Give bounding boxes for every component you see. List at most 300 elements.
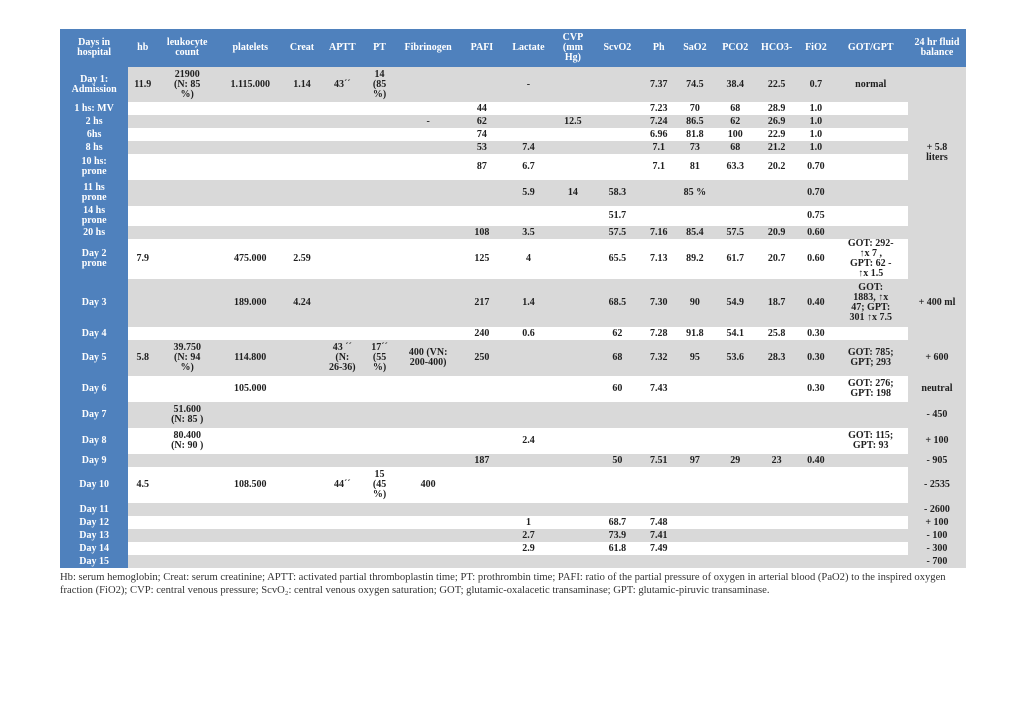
got-gpt-cell: normal: [833, 67, 907, 102]
creatinine-cell: [283, 180, 320, 206]
column-header: Creat: [283, 29, 320, 67]
row-header-day: Day 13: [60, 529, 128, 542]
hb-cell: [128, 102, 157, 115]
table-footnote: Hb: serum hemoglobin; Creat: serum creatinine; APTT: activated partial thromboplastin time; PT: prothrombin time; PAFI: ratio of the partial pressure of oxygen in arterial blood (PaO2) to the inspired oxygen fraction (FiO2); CVP: central venous pressure; ScvO₂: central venous oxygen saturation; GOT; glutamic-oxalacetic transaminase; GPT: glutamic-piruvic transaminase.: [60, 572, 946, 596]
fibrinogen-cell: [395, 239, 461, 279]
row-header-day: 2 hs: [60, 115, 128, 128]
ph-cell: [643, 503, 674, 516]
row-header-day: Day 8: [60, 428, 128, 454]
cvp-cell: [554, 102, 591, 115]
fibrinogen-cell: [395, 180, 461, 206]
pt-cell: [364, 239, 395, 279]
pco2-cell: 38.4: [716, 67, 755, 102]
fio2-cell: 0.30: [798, 327, 833, 340]
table-row: [60, 467, 966, 503]
leukocyte-cell: [157, 467, 217, 503]
hco3-cell: [755, 529, 798, 542]
leukocyte-cell: [157, 154, 217, 180]
pt-cell: [364, 180, 395, 206]
sao2-cell: [674, 428, 715, 454]
sao2-cell: [674, 206, 715, 226]
leukocyte-cell: [157, 555, 217, 568]
ph-cell: 7.32: [643, 340, 674, 376]
scvo2-cell: 68.7: [592, 516, 644, 529]
platelets-cell: 475.000: [217, 239, 283, 279]
scvo2-cell: [592, 467, 644, 503]
fluid-balance-cell: - 100: [908, 529, 966, 542]
hco3-cell: 26.9: [755, 115, 798, 128]
leukocyte-cell: [157, 128, 217, 141]
fibrinogen-cell: [395, 529, 461, 542]
scvo2-cell: [592, 128, 644, 141]
creatinine-cell: [283, 340, 320, 376]
pt-cell: [364, 279, 395, 327]
hb-cell: [128, 154, 157, 180]
leukocyte-cell: [157, 327, 217, 340]
creatinine-cell: [283, 154, 320, 180]
cvp-cell: [554, 376, 591, 402]
got-gpt-cell: [833, 529, 907, 542]
platelets-cell: 105.000: [217, 376, 283, 402]
pco2-cell: [716, 428, 755, 454]
table-row: [60, 454, 966, 467]
cvp-cell: [554, 503, 591, 516]
fio2-cell: 1.0: [798, 102, 833, 115]
lactate-cell: 1: [503, 516, 555, 529]
hco3-cell: 20.9: [755, 226, 798, 239]
ph-cell: 7.51: [643, 454, 674, 467]
got-gpt-cell: [833, 206, 907, 226]
fio2-cell: [798, 529, 833, 542]
creatinine-cell: [283, 402, 320, 428]
pafi-cell: [461, 402, 502, 428]
sao2-cell: [674, 503, 715, 516]
fio2-cell: 1.0: [798, 141, 833, 154]
platelets-cell: [217, 206, 283, 226]
pco2-cell: 68: [716, 141, 755, 154]
pt-cell: [364, 128, 395, 141]
hco3-cell: 22.9: [755, 128, 798, 141]
pafi-cell: 240: [461, 327, 502, 340]
pco2-cell: 54.9: [716, 279, 755, 327]
table-row: [60, 376, 966, 402]
got-gpt-cell: GOT: 785; GPT; 293: [833, 340, 907, 376]
got-gpt-cell: [833, 128, 907, 141]
table-row: [60, 279, 966, 327]
got-gpt-cell: [833, 402, 907, 428]
got-gpt-cell: [833, 141, 907, 154]
hb-cell: [128, 503, 157, 516]
platelets-cell: [217, 226, 283, 239]
hb-cell: [128, 180, 157, 206]
table-row: [60, 340, 966, 376]
scvo2-cell: [592, 503, 644, 516]
pafi-cell: [461, 67, 502, 102]
got-gpt-cell: [833, 454, 907, 467]
ph-cell: [643, 206, 674, 226]
creatinine-cell: [283, 516, 320, 529]
got-gpt-cell: [833, 467, 907, 503]
column-header: PAFI: [461, 29, 502, 67]
hb-cell: [128, 206, 157, 226]
leukocyte-cell: [157, 180, 217, 206]
got-gpt-cell: [833, 102, 907, 115]
pt-cell: 14 (85 %): [364, 67, 395, 102]
pafi-cell: [461, 180, 502, 206]
fio2-cell: [798, 503, 833, 516]
fio2-cell: 1.0: [798, 115, 833, 128]
row-header-day: Day 1: Admission: [60, 67, 128, 102]
leukocyte-cell: [157, 206, 217, 226]
pt-cell: [364, 454, 395, 467]
ph-cell: 7.13: [643, 239, 674, 279]
platelets-cell: [217, 128, 283, 141]
hb-cell: [128, 128, 157, 141]
column-header: PCO2: [716, 29, 755, 67]
lactate-cell: 0.6: [503, 327, 555, 340]
row-header-day: Day 7: [60, 402, 128, 428]
pafi-cell: 125: [461, 239, 502, 279]
creatinine-cell: 2.59: [283, 239, 320, 279]
pco2-cell: 53.6: [716, 340, 755, 376]
pco2-cell: [716, 376, 755, 402]
table-row: [60, 529, 966, 542]
pco2-cell: 100: [716, 128, 755, 141]
platelets-cell: [217, 503, 283, 516]
got-gpt-cell: [833, 154, 907, 180]
table-row: [60, 239, 966, 279]
fibrinogen-cell: [395, 555, 461, 568]
row-header-day: 6hs: [60, 128, 128, 141]
aptt-cell: [321, 239, 364, 279]
row-header-day: Day 3: [60, 279, 128, 327]
platelets-cell: [217, 428, 283, 454]
hb-cell: [128, 454, 157, 467]
platelets-cell: [217, 454, 283, 467]
table-row: [60, 102, 966, 115]
fluid-balance-cell: - 905: [908, 454, 966, 467]
fluid-balance-cell: + 100: [908, 516, 966, 529]
cvp-cell: [554, 327, 591, 340]
row-header-day: 8 hs: [60, 141, 128, 154]
creatinine-cell: [283, 115, 320, 128]
scvo2-cell: 73.9: [592, 529, 644, 542]
platelets-cell: [217, 180, 283, 206]
column-header: FiO2: [798, 29, 833, 67]
lactate-cell: 2.4: [503, 428, 555, 454]
ph-cell: 7.41: [643, 529, 674, 542]
hb-cell: 4.5: [128, 467, 157, 503]
platelets-cell: [217, 154, 283, 180]
row-header-day: Day 14: [60, 542, 128, 555]
fio2-cell: 0.40: [798, 279, 833, 327]
row-header-day: Day 10: [60, 467, 128, 503]
leukocyte-cell: 51.600 (N: 85 ): [157, 402, 217, 428]
column-header: Lactate: [503, 29, 555, 67]
ph-cell: 7.30: [643, 279, 674, 327]
pt-cell: [364, 555, 395, 568]
hb-cell: [128, 327, 157, 340]
cvp-cell: [554, 402, 591, 428]
fibrinogen-cell: [395, 102, 461, 115]
fibrinogen-cell: [395, 279, 461, 327]
hb-cell: [128, 226, 157, 239]
hco3-cell: 25.8: [755, 327, 798, 340]
hco3-cell: [755, 428, 798, 454]
pafi-cell: 217: [461, 279, 502, 327]
lactate-cell: [503, 555, 555, 568]
fio2-cell: [798, 542, 833, 555]
ph-cell: [643, 402, 674, 428]
fibrinogen-cell: [395, 226, 461, 239]
fio2-cell: 0.30: [798, 340, 833, 376]
aptt-cell: 44´´: [321, 467, 364, 503]
table-row: [60, 542, 966, 555]
fluid-balance-cell: - 700: [908, 555, 966, 568]
row-header-day: Day 6: [60, 376, 128, 402]
ph-cell: [643, 428, 674, 454]
scvo2-cell: 68: [592, 340, 644, 376]
got-gpt-cell: [833, 516, 907, 529]
clinical-data-table: [60, 29, 966, 568]
hco3-cell: [755, 542, 798, 555]
sao2-cell: [674, 376, 715, 402]
pafi-cell: [461, 376, 502, 402]
hco3-cell: 23: [755, 454, 798, 467]
fluid-balance-cell: + 5.8 liters: [908, 67, 966, 239]
fibrinogen-cell: [395, 542, 461, 555]
pafi-cell: 62: [461, 115, 502, 128]
sao2-cell: 91.8: [674, 327, 715, 340]
column-header: PT: [364, 29, 395, 67]
ph-cell: 6.96: [643, 128, 674, 141]
fio2-cell: [798, 428, 833, 454]
pco2-cell: [716, 503, 755, 516]
hco3-cell: [755, 555, 798, 568]
hb-cell: 7.9: [128, 239, 157, 279]
cvp-cell: [554, 428, 591, 454]
cvp-cell: [554, 141, 591, 154]
got-gpt-cell: GOT: 115; GPT: 93: [833, 428, 907, 454]
got-gpt-cell: GOT: 276; GPT: 198: [833, 376, 907, 402]
aptt-cell: 43 ´´ (N: 26-36): [321, 340, 364, 376]
pafi-cell: [461, 503, 502, 516]
column-header: CVP (mm Hg): [554, 29, 591, 67]
ph-cell: 7.16: [643, 226, 674, 239]
aptt-cell: [321, 529, 364, 542]
fio2-cell: [798, 516, 833, 529]
hb-cell: [128, 428, 157, 454]
header-row: [60, 29, 966, 67]
aptt-cell: [321, 102, 364, 115]
pafi-cell: 74: [461, 128, 502, 141]
aptt-cell: [321, 327, 364, 340]
fluid-balance-cell: - 450: [908, 402, 966, 428]
ph-cell: 7.24: [643, 115, 674, 128]
scvo2-cell: 58.3: [592, 180, 644, 206]
pco2-cell: [716, 516, 755, 529]
platelets-cell: [217, 115, 283, 128]
table-row: [60, 206, 966, 226]
lactate-cell: [503, 467, 555, 503]
cvp-cell: [554, 529, 591, 542]
creatinine-cell: [283, 529, 320, 542]
row-header-day: Day 12: [60, 516, 128, 529]
cvp-cell: [554, 340, 591, 376]
scvo2-cell: [592, 154, 644, 180]
fio2-cell: 0.7: [798, 67, 833, 102]
pt-cell: [364, 102, 395, 115]
cvp-cell: [554, 154, 591, 180]
aptt-cell: [321, 542, 364, 555]
pco2-cell: [716, 542, 755, 555]
fibrinogen-cell: 400 (VN: 200-400): [395, 340, 461, 376]
ph-cell: [643, 180, 674, 206]
aptt-cell: [321, 279, 364, 327]
scvo2-cell: 57.5: [592, 226, 644, 239]
pco2-cell: [716, 206, 755, 226]
column-header: Days in hospital: [60, 29, 128, 67]
hb-cell: 11.9: [128, 67, 157, 102]
ph-cell: 7.43: [643, 376, 674, 402]
got-gpt-cell: GOT: 1883, ↑x 47; GPT: 301 ↑x 7.5: [833, 279, 907, 327]
aptt-cell: [321, 402, 364, 428]
column-header: SaO2: [674, 29, 715, 67]
platelets-cell: [217, 102, 283, 115]
fluid-balance-cell: + 400 ml: [908, 279, 966, 327]
fluid-balance-cell: - 300: [908, 542, 966, 555]
scvo2-cell: 61.8: [592, 542, 644, 555]
pt-cell: [364, 226, 395, 239]
got-gpt-cell: [833, 115, 907, 128]
pco2-cell: 29: [716, 454, 755, 467]
lactate-cell: [503, 376, 555, 402]
creatinine-cell: [283, 226, 320, 239]
row-header-day: 14 hs prone: [60, 206, 128, 226]
table-row: [60, 115, 966, 128]
cvp-cell: [554, 454, 591, 467]
cvp-cell: [554, 279, 591, 327]
table-row: [60, 402, 966, 428]
creatinine-cell: [283, 376, 320, 402]
column-header: hb: [128, 29, 157, 67]
aptt-cell: [321, 180, 364, 206]
row-header-day: Day 11: [60, 503, 128, 516]
aptt-cell: [321, 141, 364, 154]
leukocyte-cell: [157, 279, 217, 327]
row-header-day: 10 hs: prone: [60, 154, 128, 180]
fio2-cell: 0.70: [798, 154, 833, 180]
leukocyte-cell: [157, 516, 217, 529]
platelets-cell: 189.000: [217, 279, 283, 327]
hco3-cell: 21.2: [755, 141, 798, 154]
scvo2-cell: [592, 141, 644, 154]
cvp-cell: [554, 128, 591, 141]
fluid-balance-cell: - 2535: [908, 467, 966, 503]
pt-cell: [364, 376, 395, 402]
fibrinogen-cell: [395, 428, 461, 454]
creatinine-cell: [283, 428, 320, 454]
fibrinogen-cell: [395, 141, 461, 154]
creatinine-cell: [283, 555, 320, 568]
cvp-cell: [554, 206, 591, 226]
creatinine-cell: [283, 467, 320, 503]
platelets-cell: [217, 542, 283, 555]
pco2-cell: 62: [716, 115, 755, 128]
lactate-cell: 4: [503, 239, 555, 279]
fio2-cell: 0.70: [798, 180, 833, 206]
creatinine-cell: [283, 128, 320, 141]
pafi-cell: [461, 516, 502, 529]
hb-cell: [128, 542, 157, 555]
fibrinogen-cell: [395, 454, 461, 467]
fio2-cell: 0.60: [798, 226, 833, 239]
ph-cell: 7.28: [643, 327, 674, 340]
table-row: [60, 327, 966, 340]
fio2-cell: [798, 402, 833, 428]
platelets-cell: [217, 141, 283, 154]
aptt-cell: [321, 555, 364, 568]
platelets-cell: [217, 402, 283, 428]
fibrinogen-cell: [395, 154, 461, 180]
creatinine-cell: 1.14: [283, 67, 320, 102]
column-header: GOT/GPT: [833, 29, 907, 67]
fluid-balance-cell: [908, 239, 966, 279]
pt-cell: [364, 115, 395, 128]
lactate-cell: 3.5: [503, 226, 555, 239]
hco3-cell: 22.5: [755, 67, 798, 102]
table-row: [60, 141, 966, 154]
lactate-cell: [503, 128, 555, 141]
leukocyte-cell: [157, 115, 217, 128]
lactate-cell: 7.4: [503, 141, 555, 154]
pco2-cell: [716, 555, 755, 568]
pafi-cell: [461, 555, 502, 568]
cvp-cell: [554, 467, 591, 503]
lactate-cell: [503, 115, 555, 128]
row-header-day: Day 15: [60, 555, 128, 568]
aptt-cell: [321, 516, 364, 529]
lactate-cell: [503, 102, 555, 115]
ph-cell: [643, 467, 674, 503]
aptt-cell: 43´´: [321, 67, 364, 102]
fibrinogen-cell: [395, 206, 461, 226]
aptt-cell: [321, 428, 364, 454]
row-header-day: Day 2 prone: [60, 239, 128, 279]
pafi-cell: 187: [461, 454, 502, 467]
fibrinogen-cell: [395, 128, 461, 141]
table-row: [60, 154, 966, 180]
hb-cell: [128, 376, 157, 402]
pt-cell: [364, 327, 395, 340]
lactate-cell: [503, 340, 555, 376]
leukocyte-cell: [157, 529, 217, 542]
aptt-cell: [321, 128, 364, 141]
sao2-cell: 74.5: [674, 67, 715, 102]
got-gpt-cell: GOT: 292- ↑x 7 , GPT: 62 - ↑x 1.5: [833, 239, 907, 279]
leukocyte-cell: [157, 102, 217, 115]
got-gpt-cell: [833, 180, 907, 206]
pt-cell: [364, 529, 395, 542]
platelets-cell: 108.500: [217, 467, 283, 503]
pt-cell: [364, 402, 395, 428]
pt-cell: 17´´ (55 %): [364, 340, 395, 376]
creatinine-cell: [283, 141, 320, 154]
pafi-cell: 53: [461, 141, 502, 154]
pafi-cell: [461, 529, 502, 542]
sao2-cell: [674, 542, 715, 555]
row-header-day: Day 5: [60, 340, 128, 376]
